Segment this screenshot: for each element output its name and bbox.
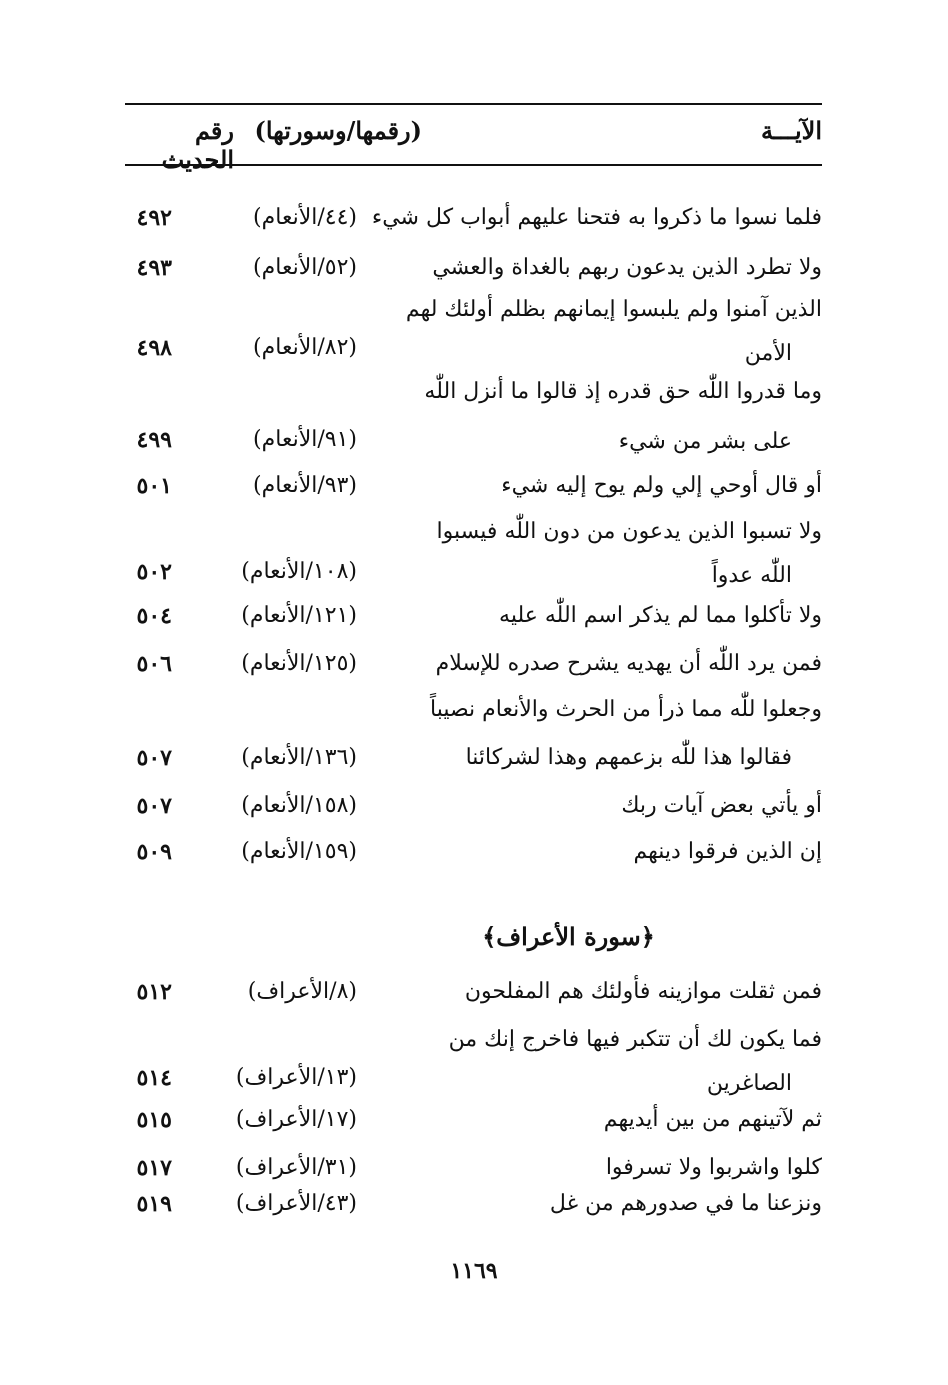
index-entry xyxy=(125,830,822,874)
hadith-number: ٥١٢ xyxy=(136,979,172,1005)
hadith-number: ٥٠١ xyxy=(136,473,172,499)
index-entry xyxy=(125,464,822,508)
ayah-text xyxy=(402,830,822,874)
hadith-number: ٥١٤ xyxy=(136,1065,172,1091)
surah-reference: (٩١/الأنعام) xyxy=(253,427,357,452)
ayah-line: فما يكون لك أن تتكبر فيها فاخرج إنك من xyxy=(448,1027,822,1052)
ayah-text xyxy=(402,594,822,638)
surah-reference: (٤٣/الأعراف) xyxy=(235,1191,357,1216)
ayah-text xyxy=(402,288,822,376)
ayah-line: فقالوا هذا للّٰه بزعمهم وهذا لشركائنا xyxy=(465,745,792,770)
ayah-line: ولا تأكلوا مما لم يذكر اسم اللّٰه عليه xyxy=(499,603,822,628)
surah-reference: (١٧/الأعراف) xyxy=(235,1107,357,1132)
surah-reference: (٨/الأعراف) xyxy=(247,979,357,1004)
ayah-line: فمن ثقلت موازينه فأولئك هم المفلحون xyxy=(464,979,822,1004)
ayah-line: ولا تطرد الذين يدعون ربهم بالغداة والعشي xyxy=(432,255,822,280)
surah-heading-text: ﴿سورة الأعراف﴾ xyxy=(482,922,655,951)
ayah-text xyxy=(402,970,822,1014)
surah-reference: (١٢٥/الأنعام) xyxy=(241,651,357,676)
surah-reference: (١٣٦/الأنعام) xyxy=(241,745,357,770)
index-entry xyxy=(125,1098,822,1142)
index-entry xyxy=(125,510,822,598)
ayah-line: وجعلوا للّٰه مما ذرأ من الحرث والأنعام نصيباً xyxy=(430,697,822,722)
index-entry xyxy=(125,1182,822,1226)
surah-reference: (٩٣/الأنعام) xyxy=(253,473,357,498)
hadith-number: ٥٠٢ xyxy=(136,559,172,585)
index-entry xyxy=(125,642,822,686)
ayah-text xyxy=(402,1098,822,1142)
ayah-line: ولا تسبوا الذين يدعون من دون اللّٰه فيسبوا xyxy=(436,519,822,544)
ayah-line: فمن يرد اللّٰه أن يهديه يشرح صدره للإسلام xyxy=(435,651,822,676)
surah-heading xyxy=(125,922,822,951)
header-hadith-label: رقم الحديث xyxy=(161,116,234,174)
ayah-text xyxy=(352,196,822,240)
ayah-text xyxy=(402,370,822,464)
ayah-line: إن الذين فرقوا دينهم xyxy=(633,839,822,864)
hadith-number: ٥٠٤ xyxy=(136,603,172,629)
ayah-text xyxy=(402,784,822,828)
index-entry xyxy=(125,246,822,290)
header-top-rule xyxy=(125,103,822,105)
page-number: ١١٦٩ xyxy=(450,1258,498,1284)
surah-reference: (٨٢/الأنعام) xyxy=(253,335,357,360)
ayah-line: أو قال أوحي إلي ولم يوح إليه شيء xyxy=(501,473,822,498)
surah-reference: (٥٢/الأنعام) xyxy=(253,255,357,280)
hadith-number: ٤٩٣ xyxy=(136,255,172,281)
index-entry xyxy=(125,784,822,828)
ayah-line: الصاغرين xyxy=(706,1071,792,1096)
ayah-line: كلوا واشربوا ولا تسرفوا xyxy=(605,1155,822,1180)
ayah-text xyxy=(402,464,822,508)
index-entry xyxy=(125,196,822,240)
ayah-text xyxy=(402,510,822,598)
ayah-line: وما قدروا اللّٰه حق قدره إذ قالوا ما أنزل اللّٰه xyxy=(424,379,822,404)
hadith-number: ٥٠٩ xyxy=(136,839,172,865)
index-entry xyxy=(125,594,822,638)
ayah-line: الأمن xyxy=(744,341,792,366)
index-entry xyxy=(125,970,822,1014)
hadith-number: ٥١٧ xyxy=(136,1155,172,1181)
ayah-line: الذين آمنوا ولم يلبسوا إيمانهم بظلم أولئك لهم xyxy=(405,297,822,322)
ayah-text xyxy=(402,688,822,780)
hadith-number: ٤٩٨ xyxy=(136,335,172,361)
surah-reference: (٣١/الأعراف) xyxy=(235,1155,357,1180)
index-entry xyxy=(125,370,822,458)
index-entry xyxy=(125,1018,822,1106)
ayah-line: أو يأتي بعض آيات ربك xyxy=(621,793,822,818)
ayah-line: اللّٰه عدواً xyxy=(711,563,792,588)
index-entry xyxy=(125,688,822,782)
surah-reference: (٤٤/الأنعام) xyxy=(253,205,357,230)
surah-reference: (١٠٨/الأنعام) xyxy=(241,559,357,584)
table-header xyxy=(125,108,822,174)
hadith-number: ٥٠٧ xyxy=(136,745,172,771)
ayah-line: على بشر من شيء xyxy=(618,429,792,454)
ayah-line: فلما نسوا ما ذكروا به فتحنا عليهم أبواب كل شيء xyxy=(371,205,822,230)
hadith-number: ٥٠٦ xyxy=(136,651,172,677)
header-surah-label: (رقمها/وسورتها) xyxy=(254,116,422,145)
surah-reference: (١٢١/الأنعام) xyxy=(241,603,357,628)
ayah-text xyxy=(402,1018,822,1106)
ayah-line: ثم لآتينهم من بين أيديهم xyxy=(603,1107,822,1132)
surah-reference: (١٥٨/الأنعام) xyxy=(241,793,357,818)
header-bottom-rule xyxy=(125,164,822,166)
ayah-text xyxy=(402,642,822,686)
hadith-number: ٥٠٧ xyxy=(136,793,172,819)
ayah-line: ونزعنا ما في صدورهم من غل xyxy=(549,1191,822,1216)
index-entry xyxy=(125,288,822,376)
header-ayah-label: الآيـــة xyxy=(761,116,822,145)
surah-reference: (١٣/الأعراف) xyxy=(235,1065,357,1090)
hadith-number: ٥١٥ xyxy=(136,1107,172,1133)
surah-reference: (١٥٩/الأنعام) xyxy=(241,839,357,864)
hadith-number: ٤٩٩ xyxy=(136,427,172,453)
ayah-text xyxy=(402,246,822,290)
ayah-text xyxy=(402,1182,822,1226)
hadith-number: ٤٩٢ xyxy=(136,205,172,231)
hadith-number: ٥١٩ xyxy=(136,1191,172,1217)
